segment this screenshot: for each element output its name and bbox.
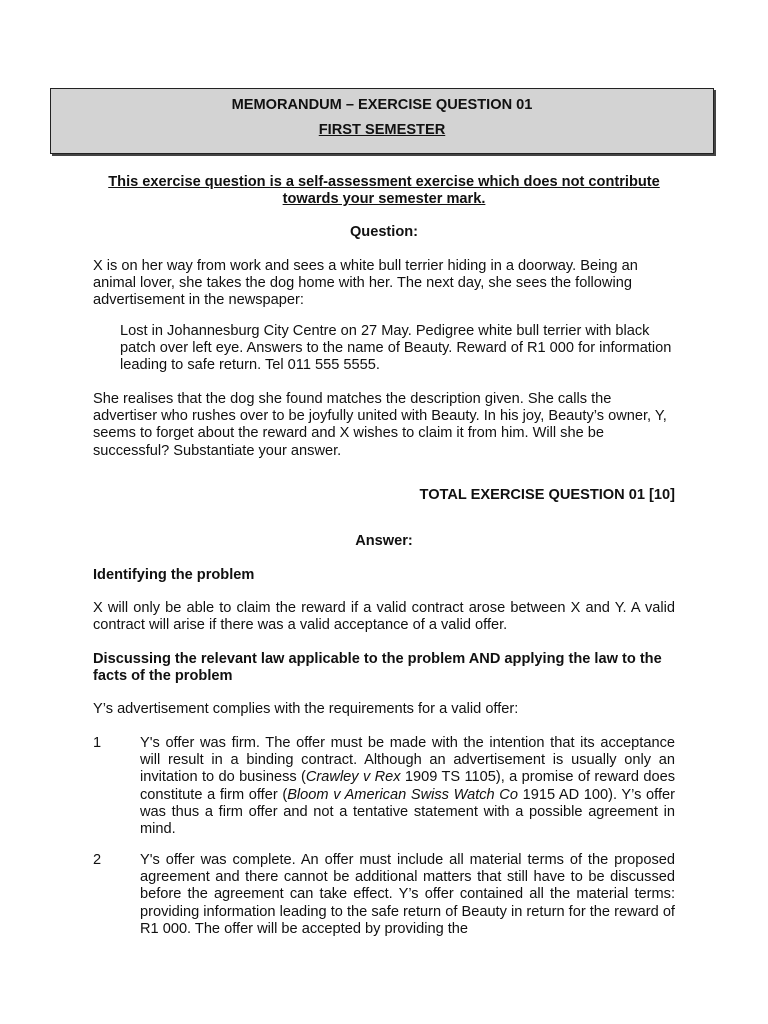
section-heading-discussing: Discussing the relevant law applicable to the problem AND applying the law to the facts of the problem xyxy=(93,651,662,685)
list-item-number: 1 xyxy=(93,735,102,751)
memo-title: MEMORANDUM – EXERCISE QUESTION 01 xyxy=(231,97,533,113)
list-item-number: 2 xyxy=(93,852,102,868)
total-marks: TOTAL EXERCISE QUESTION 01 [10] xyxy=(419,487,675,503)
item-text: Y's offer was firm. The offer must be made with the intention that its acceptance will result in a binding contract. Although an advertisement is usually only an invitation to do business ( xyxy=(140,735,675,786)
list-item xyxy=(140,735,675,838)
answer-heading: Answer: xyxy=(355,533,413,549)
case-citation: Bloom v American Swiss Watch Co xyxy=(287,786,518,803)
case-citation: Crawley v Rex xyxy=(305,769,401,786)
section-heading-identifying: Identifying the problem xyxy=(93,567,255,583)
item-text: 1915 AD 100). Y’s offer was thus a firm offer and not a tentative statement with a possible agreement in mind. xyxy=(140,786,675,838)
question-heading: Question: xyxy=(349,224,419,240)
question-followup: She realises that the dog she found matches the description given. She calls the advertiser who rushes over to be joyfully united with Beauty. In his joy, Beauty’s owner, Y, seems to forget about the reward and X wishes to claim it from him. Will she be successful? Substantiate your answer. xyxy=(93,391,667,459)
section-text-identifying: X will only be able to claim the reward if a valid contract arose between X and Y. A valid contract will arise if there was a valid acceptance of a valid offer. xyxy=(93,600,675,634)
question-text: X is on her way from work and sees a white bull terrier hiding in a doorway. Being an animal lover, she takes the dog home with her. The next day, she sees the following advertisement in the newspaper: xyxy=(93,258,638,309)
section-intro-discussing: Y’s advertisement complies with the requirements for a valid offer: xyxy=(93,701,519,717)
list-item: Y's offer was complete. An offer must include all material terms of the proposed agreement and there cannot be additional matters that still have to be discussed before the agreement can take effect. Y’s offer contained all the material terms: providing information leading to the safe return of Beauty in return for the reward of R1 000. The offer will be accepted by providing the xyxy=(140,852,675,937)
advertisement-quote: Lost in Johannesburg City Centre on 27 May. Pedigree white bull terrier with black patch over left eye. Answers to the name of Beauty. Reward of R1 000 for information leading to safe return. Tel 011 555 5555. xyxy=(120,323,672,374)
memo-subtitle: FIRST SEMESTER xyxy=(318,122,446,138)
memo-header-box xyxy=(50,88,714,154)
item-text: 1909 TS 1105), a promise of reward does constitute a firm offer ( xyxy=(140,769,675,803)
self-assessment-notice: This exercise question is a self-assessment exercise which does not contribute towards your semester mark. xyxy=(108,174,660,208)
